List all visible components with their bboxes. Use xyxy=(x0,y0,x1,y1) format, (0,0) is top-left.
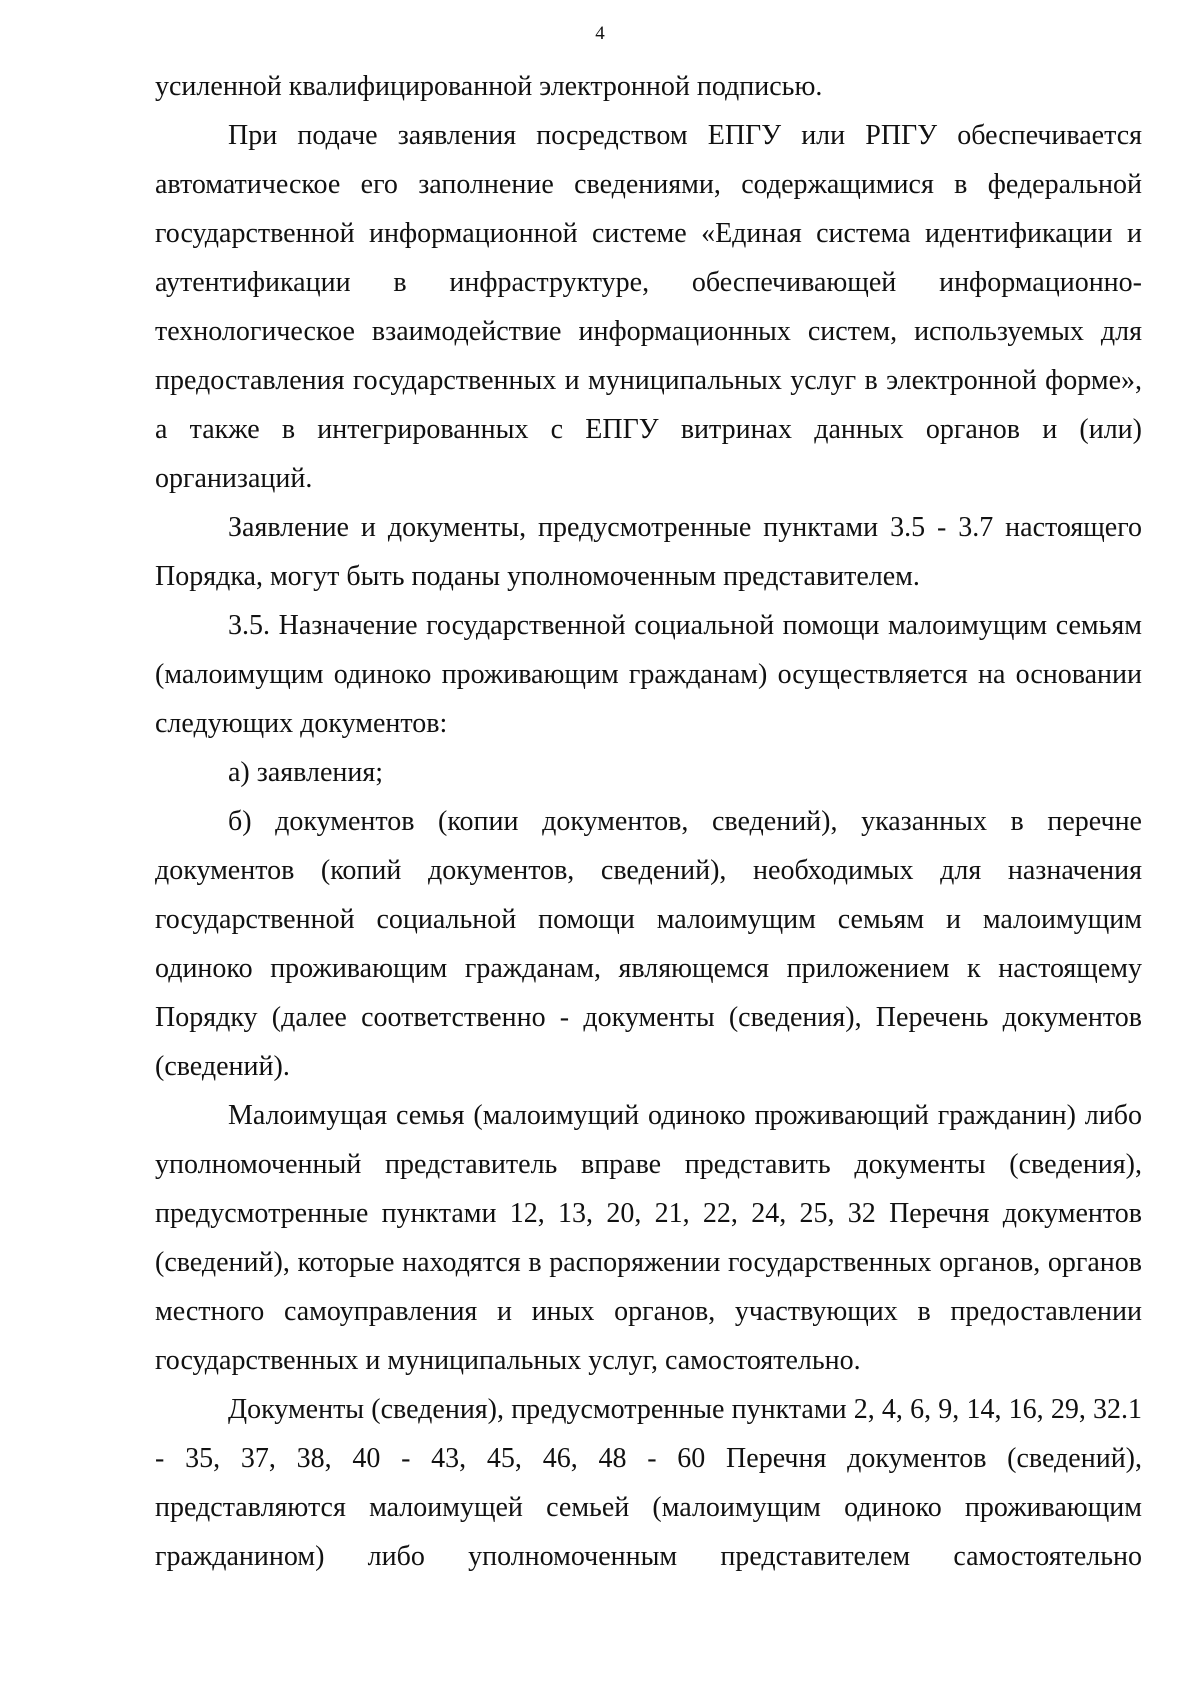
paragraph-required-documents: Документы (сведения), предусмотренные пунктами 2, 4, 6, 9, 14, 16, 29, 32.1 - 35, 37, 38, 40 - 43, 45, 46, 48 - 60 Перечня документов (сведений), представляются малоимущей семьей (малоимущим одиноко проживающим гражданином) либо уполномоченным представителем самостоятельно xyxy=(155,1394,1142,1572)
page-number: 4 xyxy=(595,23,605,44)
paragraph-continuation: усиленной квалифицированной электронной подписью. xyxy=(155,71,823,102)
list-item-a: а) заявления; xyxy=(228,757,383,788)
list-item-b: б) документов (копии документов, сведений), указанных в перечне документов (копий документов, сведений), необходимых для назначения государственной социальной помощи малоимущим семьям и малоимущим одиноко проживающим гражданам, являющемся приложением к настоящему Порядку (далее соответственно - документы (сведения), Перечень документов (сведений). xyxy=(155,806,1142,1082)
document-body xyxy=(155,62,1142,1581)
paragraph-optional-documents: Малоимущая семья (малоимущий одиноко проживающий гражданин) либо уполномоченный представитель вправе представить документы (сведения), предусмотренные пунктами 12, 13, 20, 21, 22, 24, 25, 32 Перечня документов (сведений), которые находятся в распоряжении государственных органов, органов местного самоуправления и иных органов, участвующих в предоставлении государственных и муниципальных услуг, самостоятельно. xyxy=(155,1100,1142,1376)
paragraph-authorized-representative: Заявление и документы, предусмотренные пунктами 3.5 - 3.7 настоящего Порядка, могут быть поданы уполномоченным представителем. xyxy=(155,512,1142,592)
paragraph-3-5-basis: 3.5. Назначение государственной социальной помощи малоимущим семьям (малоимущим одиноко проживающим гражданам) осуществляется на основании следующих документов: xyxy=(155,610,1142,739)
paragraph-epgu-autofill: При подаче заявления посредством ЕПГУ или РПГУ обеспечивается автоматическое его заполнение сведениями, содержащимися в федеральной государственной информационной системе «Единая система идентификации и аутентификации в инфраструктуре, обеспечивающей информационно-технологическое взаимодействие информационных систем, используемых для предоставления государственных и муниципальных услуг в электронной форме», а также в интегрированных с ЕПГУ витринах данных органов и (или) организаций. xyxy=(155,120,1142,494)
